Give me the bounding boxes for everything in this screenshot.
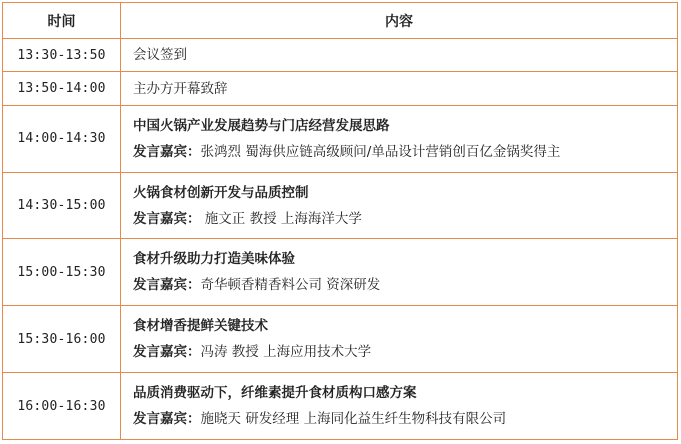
header-time: 时间 [3, 3, 121, 39]
session-title: 会议签到 [133, 47, 187, 64]
content-cell [121, 105, 678, 172]
speaker-line [133, 406, 677, 432]
time-cell: 14:30-15:00 [3, 172, 121, 239]
speaker-line [133, 139, 677, 165]
table-row [3, 105, 678, 172]
content-cell [121, 239, 678, 306]
table-row [3, 172, 678, 239]
speaker-label: 发言嘉宾： [133, 277, 201, 294]
time-cell: 15:00-15:30 [3, 239, 121, 306]
time-cell: 15:30-16:00 [3, 306, 121, 373]
speaker-label: 发言嘉宾： [133, 210, 201, 227]
table-row [3, 39, 678, 72]
session-title: 火锅食材创新开发与品质控制 [133, 184, 309, 201]
speaker-info: 施晓天 研发经理 上海同化益生纤生物科技有限公司 [200, 411, 507, 428]
session-title: 食材升级助力打造美味体验 [133, 251, 295, 268]
table-row [3, 72, 678, 105]
table-header-row [3, 3, 678, 39]
table-row [3, 306, 678, 373]
session-title: 主办方开幕致辞 [133, 80, 228, 97]
time-cell: 14:00-14:30 [3, 105, 121, 172]
speaker-line [133, 272, 677, 298]
speaker-info: 奇华顿香精香料公司 资深研发 [200, 277, 381, 294]
speaker-line [133, 206, 677, 232]
speaker-label: 发言嘉宾： [133, 143, 201, 160]
table-row [3, 239, 678, 306]
header-content: 内容 [121, 3, 678, 39]
content-cell [121, 373, 678, 440]
content-cell [121, 306, 678, 373]
time-cell: 16:00-16:30 [3, 373, 121, 440]
time-cell: 13:30-13:50 [3, 39, 121, 72]
speaker-label: 发言嘉宾： [133, 344, 201, 361]
session-title: 中国火锅产业发展趋势与门店经营发展思路 [133, 117, 390, 134]
time-cell: 13:50-14:00 [3, 72, 121, 105]
content-cell [121, 72, 678, 105]
speaker-line [133, 339, 677, 365]
speaker-info: 张鸿烈 蜀海供应链高级顾问/单品设计营销创百亿金锅奖得主 [200, 143, 561, 160]
content-cell [121, 172, 678, 239]
content-cell [121, 39, 678, 72]
speaker-label: 发言嘉宾： [133, 411, 201, 428]
speaker-info: 施文正 教授 上海海洋大学 [200, 210, 362, 227]
agenda-table [2, 2, 678, 440]
speaker-info: 冯涛 教授 上海应用技术大学 [200, 344, 372, 361]
session-title: 品质消费驱动下，纤维素提升食材质构口感方案 [133, 385, 417, 402]
table-row [3, 373, 678, 440]
session-title: 食材增香提鲜关键技术 [133, 318, 268, 335]
